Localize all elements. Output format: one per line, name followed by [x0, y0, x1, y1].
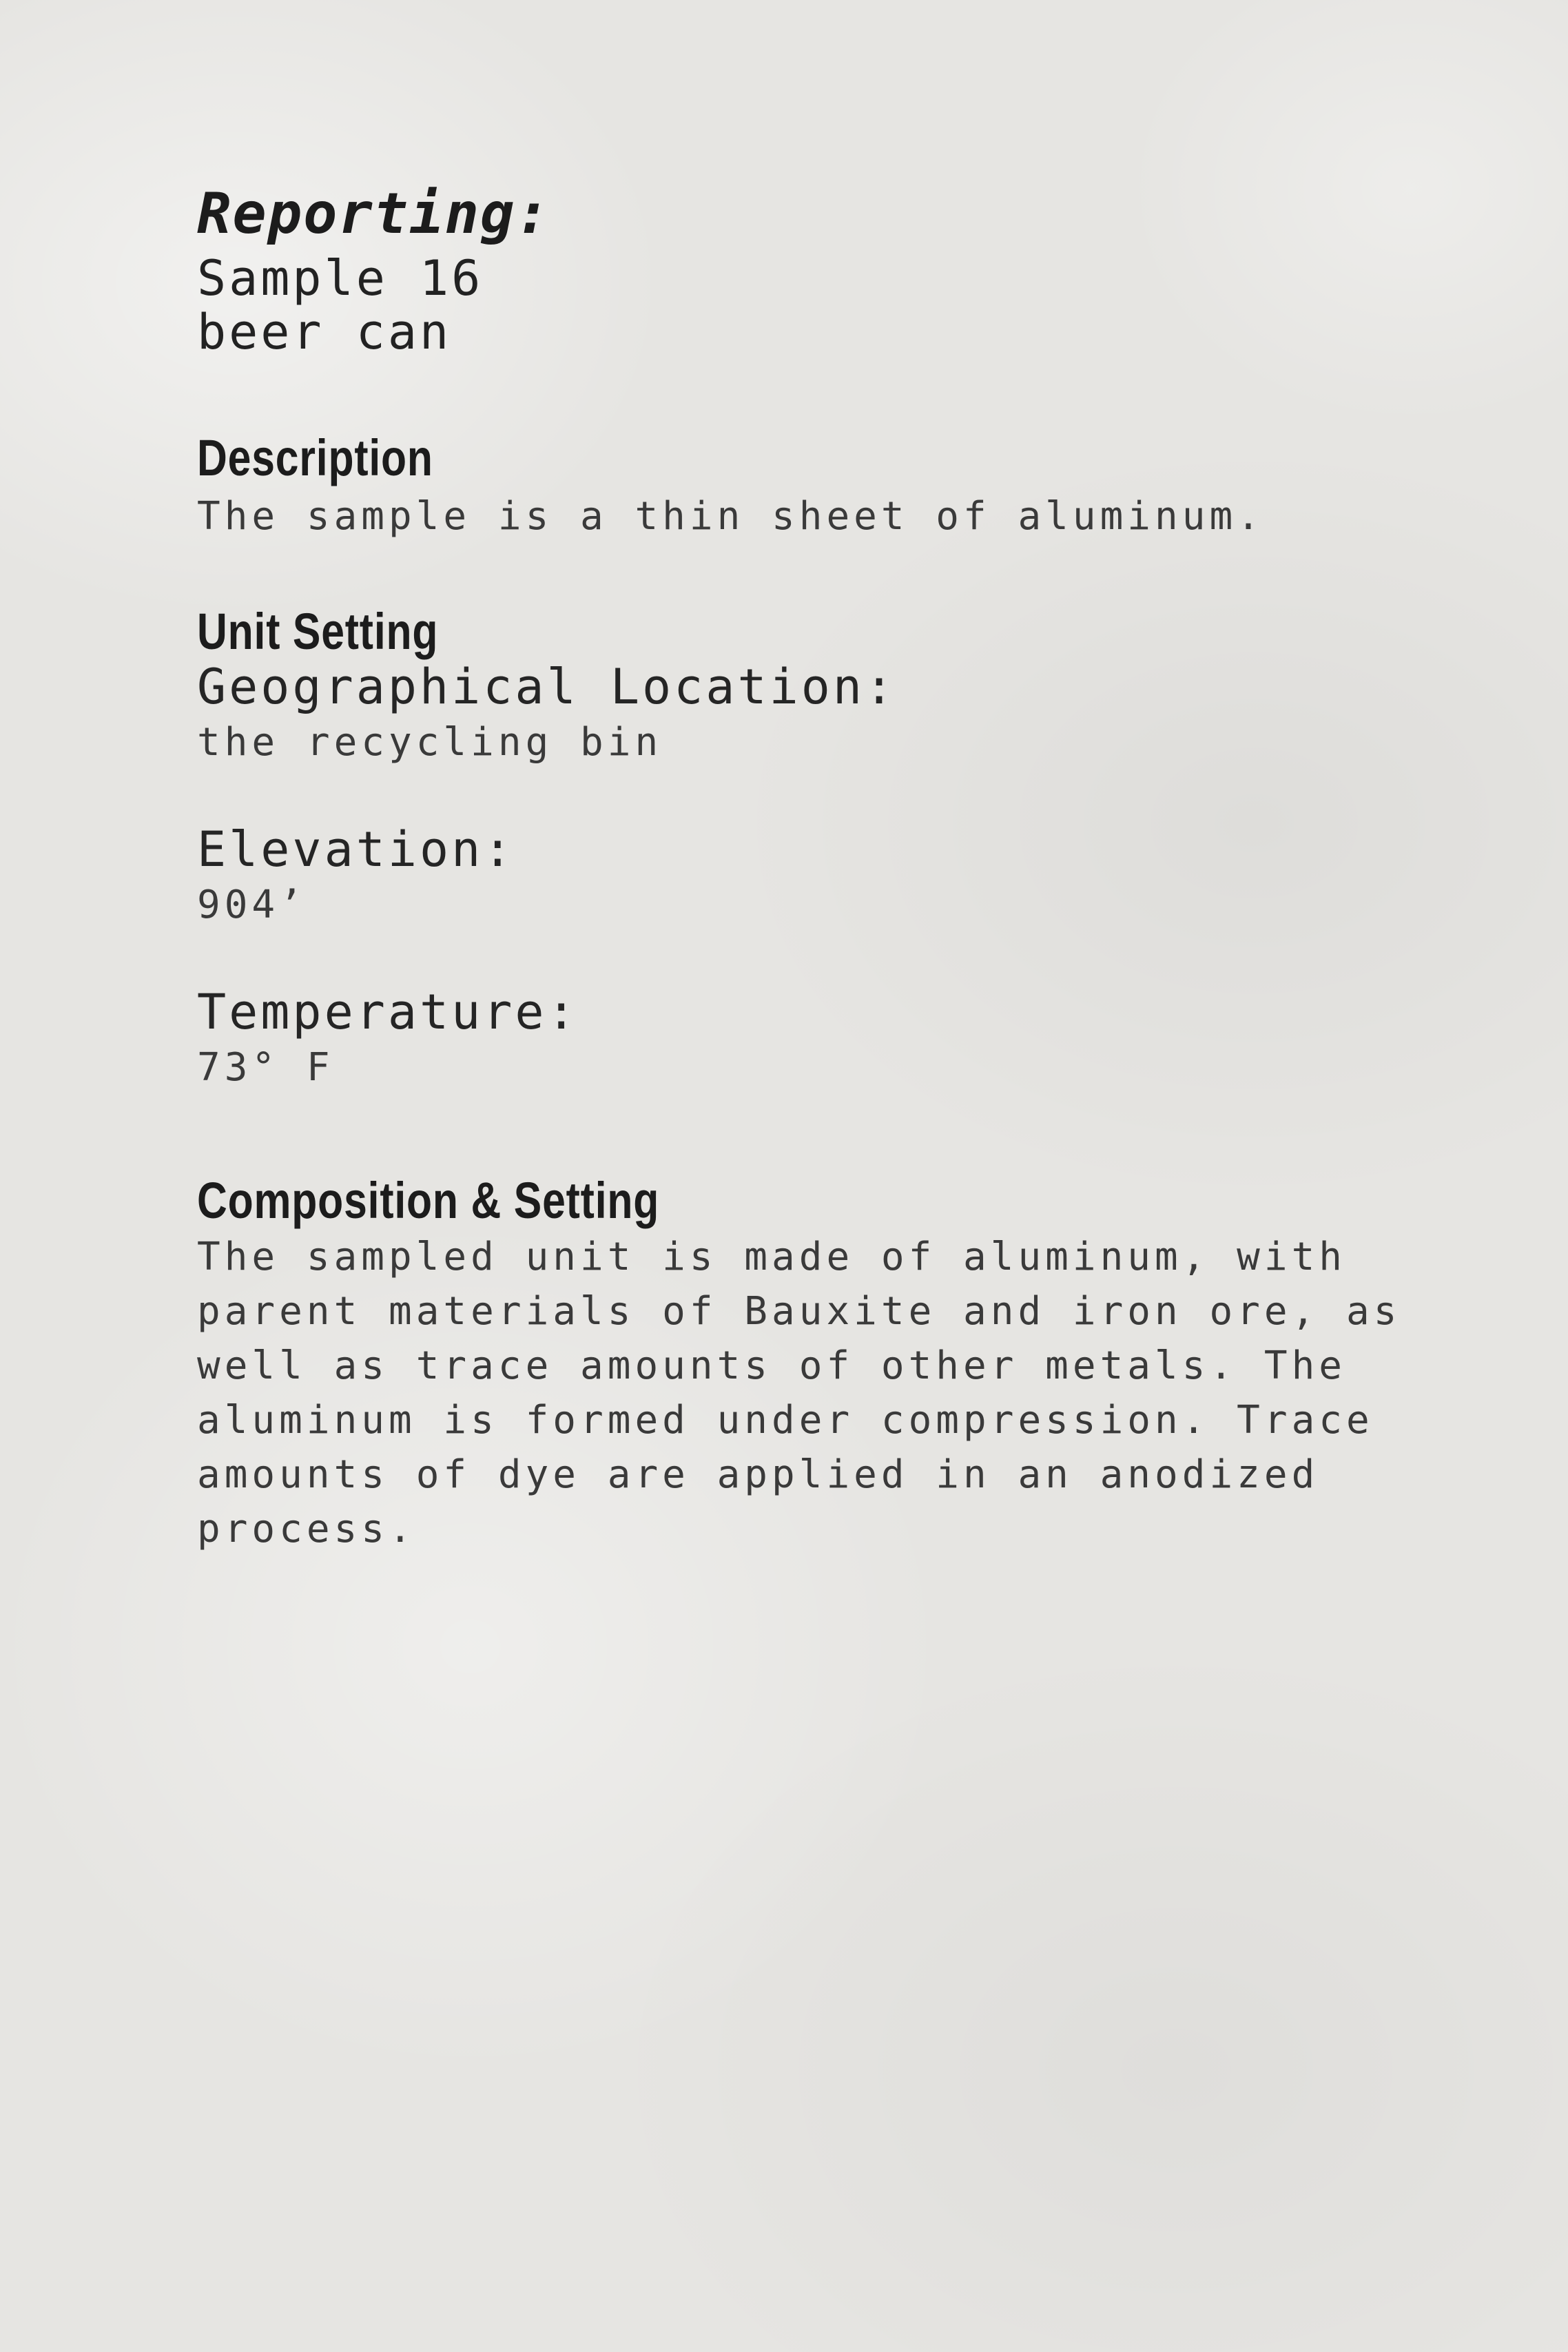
elevation-label: Elevation:: [197, 821, 515, 878]
unit-setting-heading: Unit Setting: [197, 603, 439, 660]
composition-line: amounts of dye are applied in an anodized: [197, 1452, 1319, 1497]
sample-name: beer can: [197, 304, 452, 360]
composition-heading: Composition & Setting: [197, 1172, 660, 1229]
report-title: Reporting:: [197, 181, 551, 247]
temperature-value: 73° F: [197, 1045, 334, 1090]
geographical-location-label: Geographical Location:: [197, 659, 897, 715]
composition-line: parent materials of Bauxite and iron ore, as: [197, 1289, 1401, 1334]
sample-id: Sample 16: [197, 250, 484, 307]
description-text: The sample is a thin sheet of aluminum.: [197, 494, 1264, 539]
elevation-value: 904’: [197, 883, 307, 927]
description-heading: Description: [197, 429, 433, 486]
composition-line: aluminum is formed under compression. Trace: [197, 1398, 1374, 1443]
composition-line: process.: [197, 1507, 416, 1551]
composition-line: The sampled unit is made of aluminum, with: [197, 1235, 1347, 1279]
composition-line: well as trace amounts of other metals. The: [197, 1343, 1347, 1388]
geographical-location-value: the recycling bin: [197, 720, 663, 765]
composition-text: [197, 1230, 1401, 1556]
temperature-label: Temperature:: [197, 984, 579, 1040]
